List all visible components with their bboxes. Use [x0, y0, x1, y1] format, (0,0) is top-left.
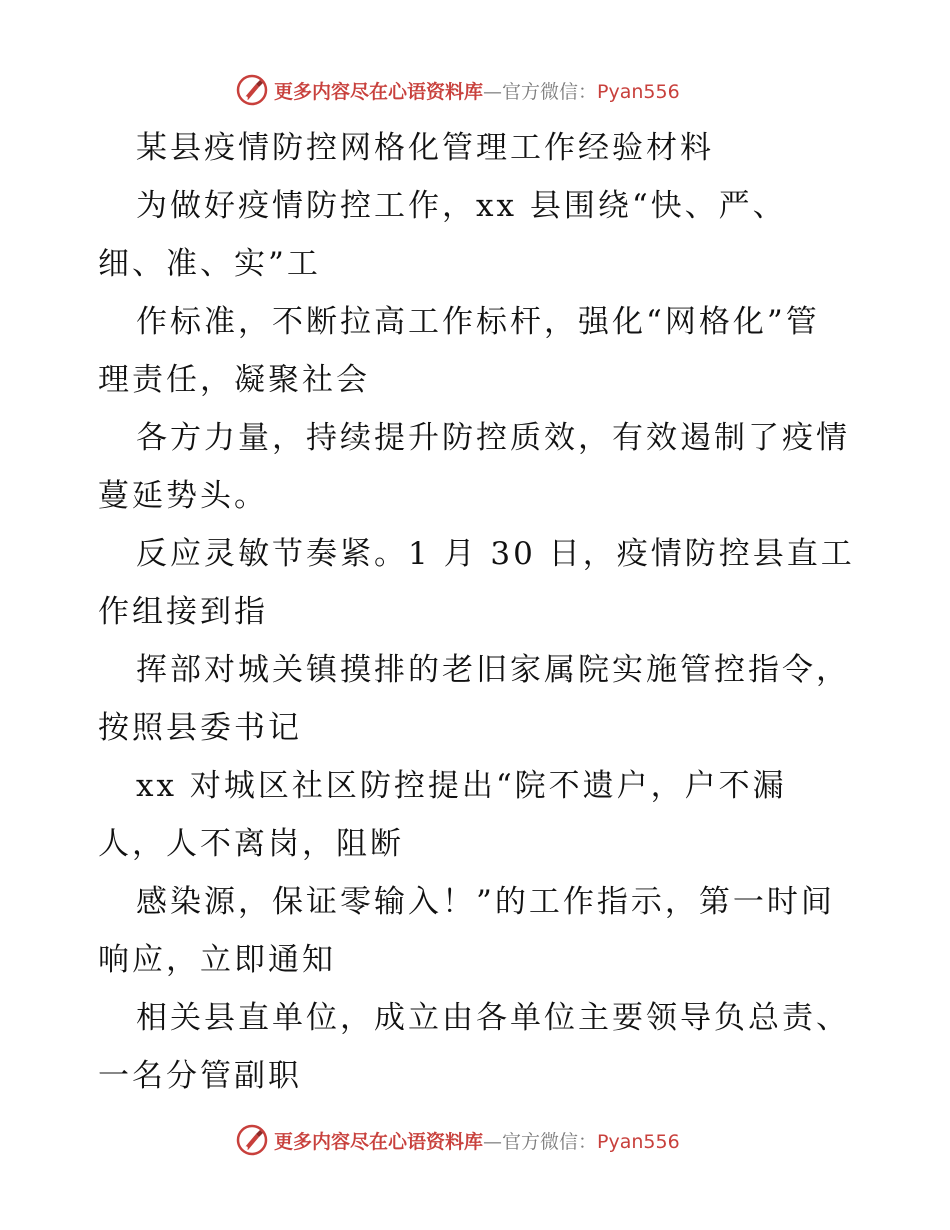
footer-wechat-label: 官方微信： — [502, 1130, 598, 1153]
paragraph-line: 理责任，凝聚社会 — [98, 362, 370, 398]
footer-brand: 更多内容尽在心语资料库 — [274, 1130, 484, 1153]
document-title: 某县疫情防控网格化管理工作经验材料 — [136, 130, 714, 166]
paragraph-line: 感染源，保证零输入！”的工作指示，第一时间 — [136, 884, 835, 920]
paragraph-line: 人，人不离岗，阻断 — [98, 826, 404, 862]
header-banner-text — [274, 77, 680, 104]
paragraph-line: 细、准、实”工 — [98, 246, 321, 282]
paragraph-line: 相关县直单位，成立由各单位主要领导负总责、 — [136, 1000, 850, 1036]
footer-wechat-id: Pyan556 — [597, 1130, 680, 1153]
header-wechat-label: 官方微信： — [502, 80, 598, 103]
paragraph-line: xx 对城区社区防控提出“院不遗户，户不漏 — [136, 768, 787, 804]
footer-banner — [236, 1122, 716, 1158]
paragraph-line: 响应，立即通知 — [98, 942, 336, 978]
paragraph-line: 挥部对城关镇摸排的老旧家属院实施管控指令， — [136, 652, 850, 688]
header-brand: 更多内容尽在心语资料库 — [274, 80, 484, 103]
paragraph-line: 作标准，不断拉高工作标杆，强化“网格化”管 — [136, 304, 820, 340]
paragraph-line: 按照县委书记 — [98, 710, 302, 746]
footer-separator: — — [483, 1130, 503, 1153]
header-separator: — — [483, 80, 503, 103]
paragraph-line: 蔓延势头。 — [98, 478, 268, 514]
pen-logo-icon — [236, 1124, 268, 1156]
paragraph-line: 作组接到指 — [98, 594, 268, 630]
paragraph-line: 为做好疫情防控工作，xx 县围绕“快、严、 — [136, 188, 787, 224]
header-banner — [236, 72, 716, 108]
paragraph-line: 各方力量，持续提升防控质效，有效遏制了疫情 — [136, 420, 850, 456]
paragraph-line: 一名分管副职 — [98, 1058, 302, 1094]
header-wechat-id: Pyan556 — [597, 80, 680, 103]
paragraph-line: 反应灵敏节奏紧。1 月 30 日，疫情防控县直工 — [136, 536, 855, 572]
footer-banner-text — [274, 1127, 680, 1154]
pen-logo-icon — [236, 74, 268, 106]
